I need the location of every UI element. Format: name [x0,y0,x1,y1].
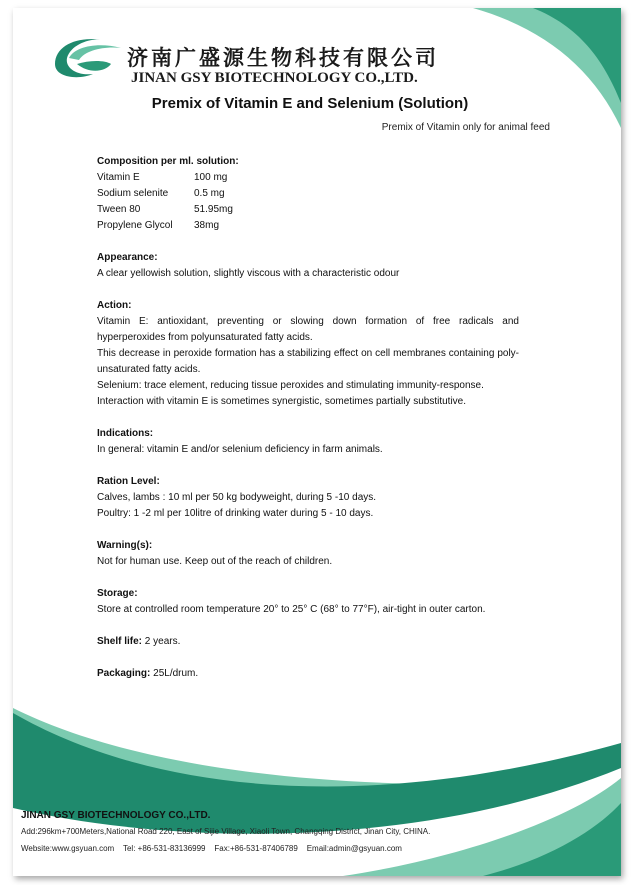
company-name-chinese: 济南广盛源生物科技有限公司 [127,45,439,70]
action-paragraph: Vitamin E: antioxidant, preventing or slowing down formation of free radicals and hyperperoxides from polyunsaturated fatty acids. [97,316,519,343]
appearance-section [97,250,519,282]
shelf-life-label: Shelf life: [97,636,143,647]
action-section [97,298,519,410]
shelf-life-value: 2 years. [144,636,181,647]
indications-text: In general: vitamin E and/or selenium deficiency in farm animals. [97,444,383,455]
document-body [97,154,519,698]
ingredient-amount: 51.95mg [194,204,233,215]
warnings-section [97,538,519,570]
appearance-heading: Appearance: [97,252,158,263]
packaging-section [97,666,519,682]
indications-heading: Indications: [97,428,154,439]
shelf-life-section [97,634,519,650]
footer-website: Website:www.gsyuan.com [21,844,115,853]
packaging-label: Packaging: [97,668,151,679]
ingredient-amount: 0.5 mg [194,188,225,199]
warnings-heading: Warning(s): [97,540,153,551]
action-heading: Action: [97,300,132,311]
document-subtitle: Premix of Vitamin only for animal feed [381,122,550,133]
warnings-text: Not for human use. Keep out of the reach of children. [97,556,333,567]
footer-address: Add:296km+700Meters,National Road 220, East of Sijie Village, Xiaoli Town, Changqing District, Jinan City, CHINA. [21,827,431,836]
composition-row [97,170,519,186]
footer-contacts [21,844,402,853]
footer-fax: Fax:+86-531-87406789 [214,844,298,853]
ration-section [97,474,519,522]
packaging-value: 25L/drum. [153,668,199,679]
action-paragraph: Interaction with vitamin E is sometimes synergistic, sometimes partially substitutive. [97,396,467,407]
composition-row [97,186,519,202]
appearance-text: A clear yellowish solution, slightly viscous with a characteristic odour [97,268,400,279]
ration-heading: Ration Level: [97,476,160,487]
composition-section [97,154,519,234]
footer-email: Email:admin@gsyuan.com [306,844,402,853]
ingredient-name: Sodium selenite [97,188,169,199]
document-title: Premix of Vitamin E and Selenium (Solution) [151,95,469,112]
ingredient-name: Tween 80 [97,204,141,215]
ingredient-name: Propylene Glycol [97,220,173,231]
storage-heading: Storage: [97,588,138,599]
footer-tel: Tel: +86-531-83136999 [122,844,206,853]
composition-row [97,202,519,218]
composition-heading: Composition per ml. solution: [97,156,239,167]
indications-section [97,426,519,458]
footer-company: JINAN GSY BIOTECHNOLOGY CO.,LTD. [21,810,211,821]
company-logo-icon [49,34,125,84]
ingredient-amount: 100 mg [194,172,228,183]
storage-section [97,586,519,618]
ingredient-amount: 38mg [194,220,220,231]
company-name-english: JINAN GSY BIOTECHNOLOGY CO.,LTD. [131,70,418,86]
storage-text: Store at controlled room temperature 20° to 25° C (68° to 77°F), air-tight in outer carton. [97,604,486,615]
ingredient-name: Vitamin E [97,172,140,183]
action-paragraph: This decrease in peroxide formation has a stabilizing effect on cell membranes containing poly-unsaturated fatty acids. [97,348,519,375]
composition-row [97,218,519,234]
action-paragraph: Selenium: trace element, reducing tissue peroxides and stimulating immunity-response. [97,380,484,391]
ration-line: Calves, lambs : 10 ml per 50 kg bodyweight, during 5 -10 days. [97,492,377,503]
ration-line: Poultry: 1 -2 ml per 10litre of drinking water during 5 - 10 days. [97,508,374,519]
